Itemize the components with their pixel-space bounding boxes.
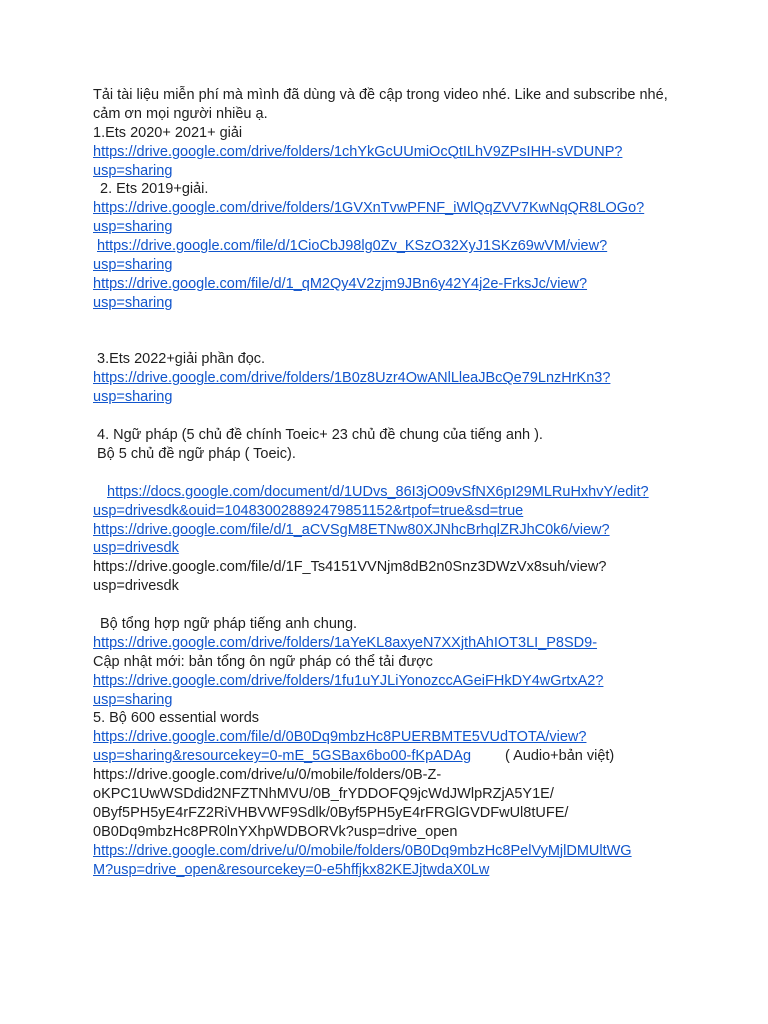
essential-words-plain-url-3: 0Byf5PH5yE4rFZ2RiVHBVWF9Sdlk/0Byf5PH5yE4rFRGlGVDFwUl8tUFE/ [93,804,569,821]
essential-words-plain-url-4: 0B0Dq9mbzHc8PR0lnYXhpWDBORVk?usp=drive_open [93,823,458,840]
ets-2022-folder-link[interactable]: https://drive.google.com/drive/folders/1B0z8Uzr4OwANlLleaJBcQe79LnzHrKn3? [93,370,611,387]
intro-line-2: cảm ơn mọi người nhiều ạ. [93,105,268,122]
section-4-heading: 4. Ngữ pháp (5 chủ đề chính Toeic+ 23 chủ đề chung của tiếng anh ). [97,427,543,444]
ets-2020-2021-link-cont[interactable]: usp=sharing [93,162,173,179]
section-1-heading: 1.Ets 2020+ 2021+ giải [93,124,243,141]
toeic-grammar-plain-url: https://drive.google.com/file/d/1F_Ts4151VVNjm8dB2n0Snz3DWzVx8suh/view? [93,559,607,576]
toeic-grammar-file-link-cont[interactable]: usp=drivesdk [93,540,179,557]
grammar-review-folder-link-cont[interactable]: usp=sharing [93,691,173,708]
grammar-update-label: Cập nhật mới: bản tổng ôn ngữ pháp có thể tải được [93,653,433,670]
essential-words-file-link[interactable]: https://drive.google.com/file/d/0B0Dq9mbzHc8PUERBMTE5VUdTOTA/view? [93,729,587,746]
toeic-grammar-doc-link[interactable]: https://docs.google.com/document/d/1UDvs_86I3jO09vSfNX6pI29MLRuHxhvY/edit? [107,483,649,500]
ets-2022-folder-link-cont[interactable]: usp=sharing [93,389,173,406]
toeic-grammar-doc-link-cont[interactable]: usp=drivesdk&ouid=104830028892479851152&rtpof=true&sd=true [93,502,524,519]
essential-words-plain-url-1: https://drive.google.com/drive/u/0/mobile/folders/0B-Z- [93,767,442,784]
grammar-review-folder-link[interactable]: https://drive.google.com/drive/folders/1fu1uYJLiYonozccAGeiFHkDY4wGrtxA2? [93,672,604,689]
section-4-subheading: Bộ 5 chủ đề ngữ pháp ( Toeic). [97,445,296,462]
toeic-grammar-file-link[interactable]: https://drive.google.com/file/d/1_aCVSgM8ETNw80XJNhcBrhqlZRJhC0k6/view? [93,521,610,538]
audio-note: ( Audio+bản việt) [505,748,615,765]
ets-2019-file-link-1-cont[interactable]: usp=sharing [93,257,173,274]
section-3-heading: 3.Ets 2022+giải phần đọc. [97,351,266,368]
toeic-grammar-plain-url-cont: usp=drivesdk [93,578,179,595]
document-body [93,86,693,879]
section-5-heading: 5. Bộ 600 essential words [93,710,260,727]
section-2-heading: 2. Ets 2019+giải. [100,181,209,198]
general-grammar-folder-link[interactable]: https://drive.google.com/drive/folders/1aYeKL8axyeN7XXjthAhIOT3LI_P8SD9- [93,634,598,651]
ets-2019-folder-link-cont[interactable]: usp=sharing [93,219,173,236]
intro-line-1: Tải tài liệu miễn phí mà mình đã dùng và đề cập trong video nhé. Like and subscribe nhé, [93,87,668,103]
ets-2019-folder-link[interactable]: https://drive.google.com/drive/folders/1GVXnTvwPFNF_iWlQqZVV7KwNqQR8LOGo? [93,200,645,217]
essential-words-file-link-cont[interactable]: usp=sharing&resourcekey=0-mE_5GSBax6bo00-fKpADAg [93,748,472,765]
essential-words-folder-link[interactable]: https://drive.google.com/drive/u/0/mobile/folders/0B0Dq9mbzHc8PelVyMjlDMUltWG [93,842,632,859]
ets-2019-file-link-2-cont[interactable]: usp=sharing [93,294,173,311]
essential-words-folder-link-cont[interactable]: M?usp=drive_open&resourcekey=0-e5hffjkx82KEJjtwdaX0Lw [93,861,490,878]
essential-words-plain-url-2: oKPC1UwWSDdid2NFZTNhMVU/0B_frYDDOFQ9jcWdJWlpRZjA5Y1E/ [93,785,554,802]
ets-2020-2021-link[interactable]: https://drive.google.com/drive/folders/1chYkGcUUmiOcQtILhV9ZPsIHH-sVDUNP? [93,143,623,160]
ets-2019-file-link-2[interactable]: https://drive.google.com/file/d/1_qM2Qy4V2zjm9JBn6y42Y4j2e-FrksJc/view? [93,275,588,292]
ets-2019-file-link-1[interactable]: https://drive.google.com/file/d/1CioCbJ98lg0Zv_KSzO32XyJ1SKz69wVM/view? [97,238,608,255]
general-grammar-heading: Bộ tổng hợp ngữ pháp tiếng anh chung. [100,615,358,632]
